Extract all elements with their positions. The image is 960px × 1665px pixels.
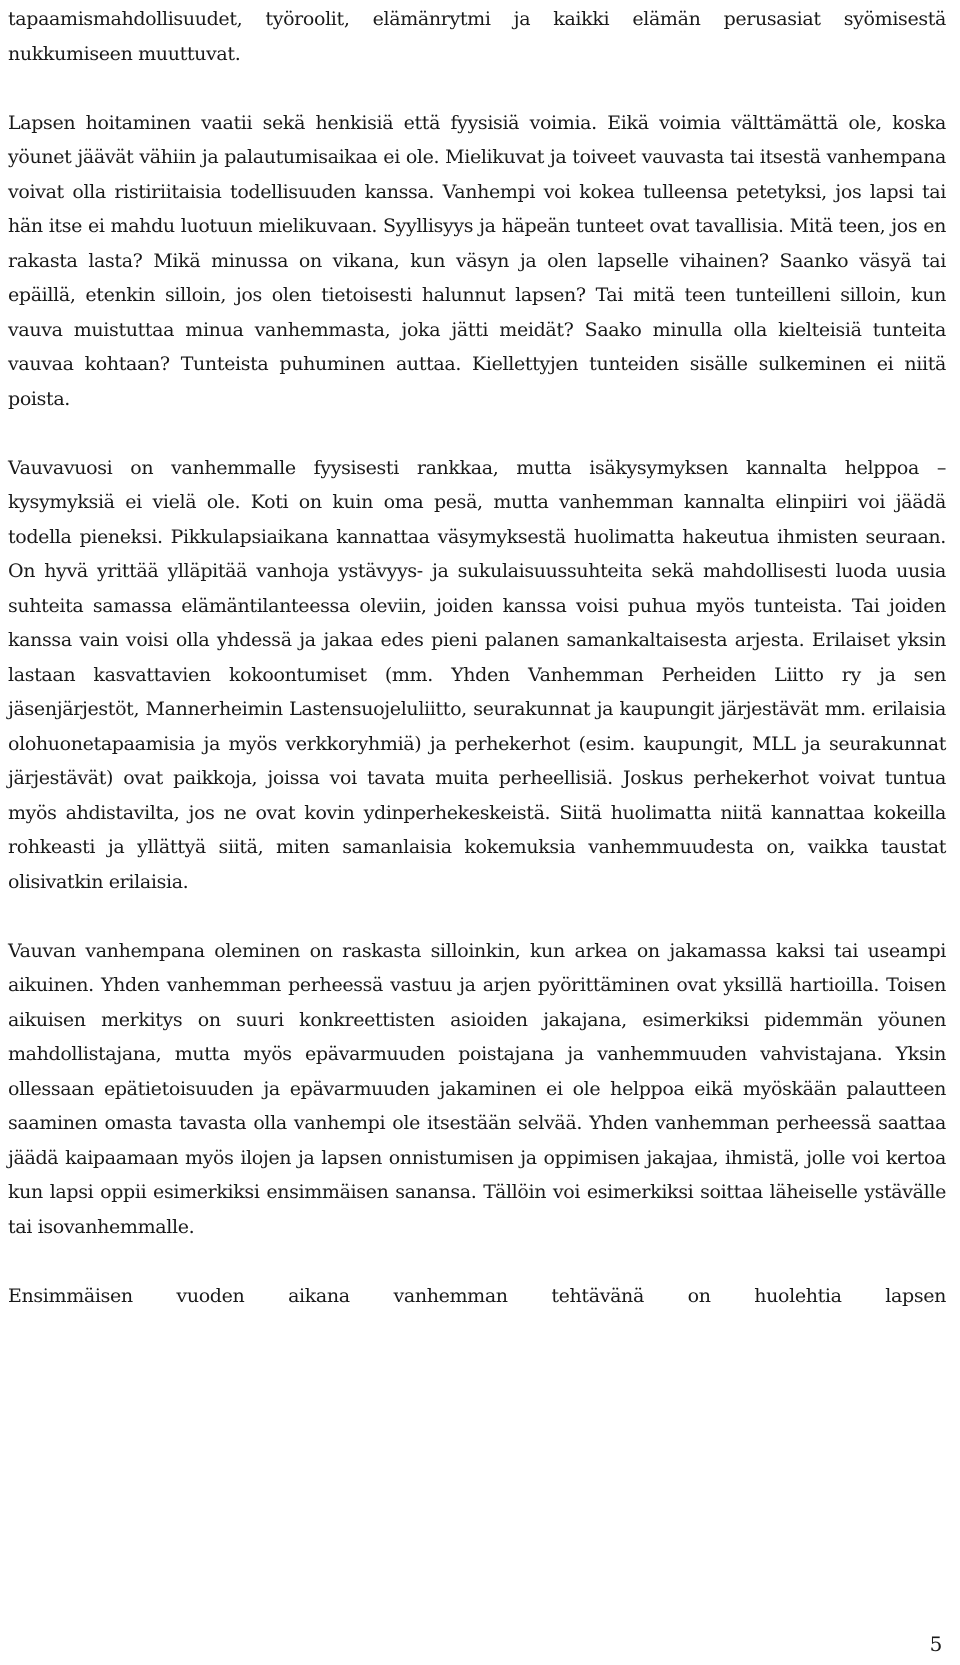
- paragraph-5: Ensimmäisen vuoden aikana vanhemman tehtävänä on huolehtia lapsen: [8, 1284, 946, 1307]
- paragraph-3: Vauvavuosi on vanhemmalle fyysisesti rankkaa, mutta isäkysymyksen kannalta helppoa – kysymyksiä ei vielä ole. Koti on kuin oma pesä, mutta vanhemman kannalta elinpiiri voi jäädä todella pieneksi. Pikkulapsiaikana kannattaa väsymyksestä huolimatta hakeutua ihmisten seuraan. On hyvä yrittää ylläpitää vanhoja ystävyys- ja sukulaisuussuhteita sekä mahdollisesti luoda uusia suhteita samassa elämäntilanteessa oleviin, joiden kanssa voisi puhua myös tunteista. Tai joiden kanssa vain voisi olla yhdessä ja jakaa edes pieni palanen samankaltaisesta arjesta. Erilaiset yksin lastaan kasvattavien kokoontumiset (mm. Yhden Vanhemman Perheiden Liitto ry ja sen jäsenjärjestöt, Mannerheimin Lastensuojeluliitto, seurakunnat ja kaupungit järjestävät mm. erilaisia olohuonetapaamisia ja myös verkkoryhmiä) ja perhekerhot (esim. kaupungit, MLL ja seurakunnat järjestävät) ovat paikkoja, joissa voi tavata muita perheellisiä. Joskus perhekerhot voivat tuntua myös ahdistavilta, jos ne ovat kovin ydinperhekeskeistä. Siitä huolimatta niitä kannattaa kokeilla rohkeasti ja yllättyä siitä, miten samanlaisia kokemuksia vanhemmuudesta on, vaikka taustat olisivatkin erilaisia.: [8, 456, 946, 893]
- paragraph-1: tapaamismahdollisuudet, työroolit, elämänrytmi ja kaikki elämän perusasiat syömisestä nukkumiseen muuttuvat.: [8, 8, 946, 65]
- page-number: 5: [929, 1631, 942, 1656]
- paragraph-4: Vauvan vanhempana oleminen on raskasta silloinkin, kun arkea on jakamassa kaksi tai useampi aikuinen. Yhden vanhemman perheessä vastuu ja arjen pyörittäminen ovat yksillä hartioilla. Toisen aikuisen merkitys on suuri konkreettisten asioiden jakajana, esimerkiksi pidemmän yöunen mahdollistajana, mutta myös epävarmuuden poistajana ja vanhemmuuden vahvistajana. Yksin ollessaan epätietoisuuden ja epävarmuuden jakaminen ei ole helppoa eikä myöskään palautteen saaminen omasta tavasta olla vanhempi ole itsestään selvää. Yhden vanhemman perheessä saattaa jäädä kaipaamaan myös ilojen ja lapsen onnistumisen ja oppimisen jakajaa, ihmistä, jolle voi kertoa kun lapsi oppii esimerkiksi ensimmäisen sanansa. Tällöin voi esimerkiksi soittaa läheiselle ystävälle tai isovanhemmalle.: [8, 939, 946, 1238]
- paragraph-2: Lapsen hoitaminen vaatii sekä henkisiä että fyysisiä voimia. Eikä voimia välttämättä ole, koska yöunet jäävät vähiin ja palautumisaikaa ei ole. Mielikuvat ja toiveet vauvasta tai itsestä vanhempana voivat olla ristiriitaisia todellisuuden kanssa. Vanhempi voi kokea tulleensa petetyksi, jos lapsi tai hän itse ei mahdu luotuun mielikuvaan. Syyllisyys ja häpeän tunteet ovat tavallisia. Mitä teen, jos en rakasta lasta? Mikä minussa on vikana, kun väsyn ja olen lapselle vihainen? Saanko väsyä tai epäillä, etenkin silloin, jos olen tietoisesti halunnut lapsen? Tai mitä teen tunteilleni silloin, kun vauva muistuttaa minua vanhemmasta, joka jätti meidät? Saako minulla olla kielteisiä tunteita vauvaa kohtaan? Tunteista puhuminen auttaa. Kiellettyjen tunteiden sisälle sulkeminen ei niitä poista.: [8, 111, 946, 410]
